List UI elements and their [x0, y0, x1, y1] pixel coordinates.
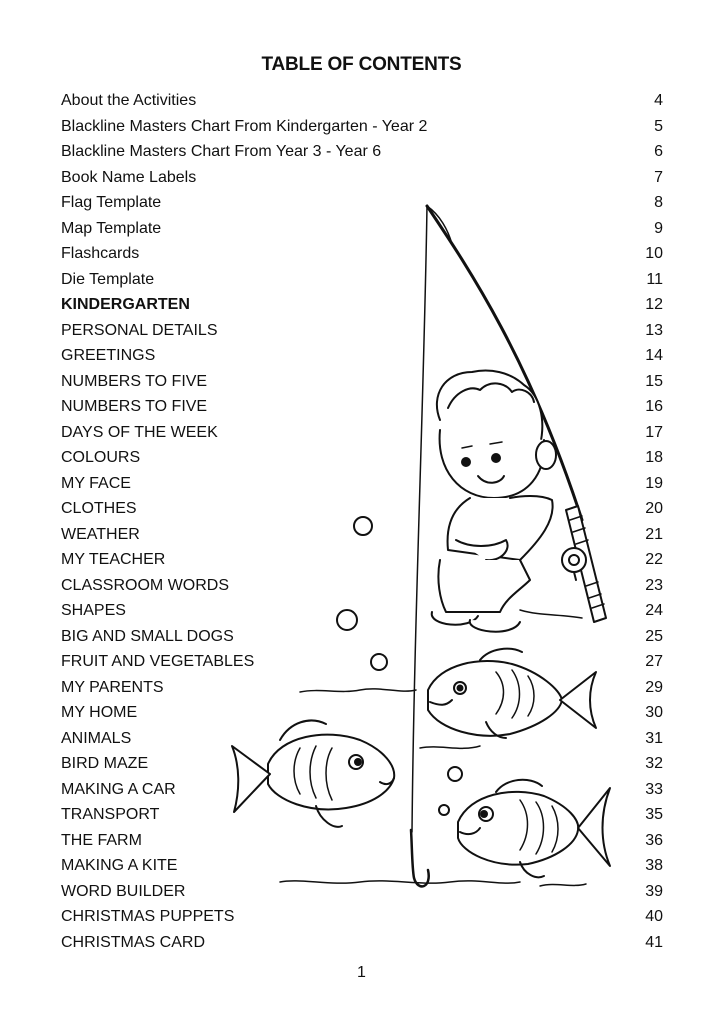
toc-entry-label: FRUIT AND VEGETABLES	[61, 653, 255, 670]
toc-entry-page: 10	[645, 245, 663, 262]
toc-entry-page: 35	[645, 806, 663, 823]
toc-entry	[61, 675, 663, 701]
toc-entry	[61, 624, 663, 650]
toc-entry	[61, 369, 663, 395]
toc-entry-label: NUMBERS TO FIVE	[61, 372, 208, 390]
toc-entry-page: 9	[654, 219, 663, 237]
toc-entry-page: 41	[645, 933, 663, 951]
toc-entry-label: COLOURS	[61, 449, 141, 466]
toc-entry-label: CHRISTMAS PUPPETS	[61, 908, 235, 925]
toc-entry-label: MY TEACHER	[61, 551, 166, 568]
toc-entry	[61, 547, 663, 573]
toc-entry-label: MY HOME	[61, 704, 138, 721]
toc-entry-label: PERSONAL DETAILS	[61, 321, 218, 339]
toc-entry-page: 19	[645, 474, 663, 492]
toc-entry-page: 15	[645, 372, 663, 390]
toc-entry-page: 29	[645, 678, 663, 696]
toc-entry	[61, 879, 663, 905]
toc-entry	[61, 343, 663, 369]
toc-entry	[61, 139, 663, 165]
toc-entry	[61, 496, 663, 522]
toc-entry-label: CHRISTMAS CARD	[61, 933, 206, 951]
toc-entry-page: 6	[654, 143, 663, 160]
toc-entry	[61, 114, 663, 140]
toc-entry-page: 17	[645, 423, 663, 441]
toc-entry-label: KINDERGARTEN	[61, 296, 190, 313]
toc-entry-label: Book Name Labels	[61, 168, 197, 186]
toc-entry-page: 13	[645, 321, 663, 339]
toc-entry-page: 40	[645, 908, 663, 925]
toc-entry-label: TRANSPORT	[61, 806, 160, 823]
toc-entry	[61, 802, 663, 828]
toc-entry-label: CLOTHES	[61, 500, 137, 517]
toc-entry	[61, 726, 663, 752]
toc-entry	[61, 445, 663, 471]
toc-entry-label: WORD BUILDER	[61, 882, 186, 900]
toc-entry-page: 39	[645, 882, 663, 900]
toc-entry-label: About the Activities	[61, 92, 197, 109]
toc-entry	[61, 471, 663, 497]
toc-entry-page: 7	[654, 168, 663, 186]
toc-entry-label: MAKING A KITE	[61, 857, 178, 874]
toc-entry	[61, 700, 663, 726]
toc-entry-page: 32	[645, 755, 663, 772]
toc-entry	[61, 394, 663, 420]
toc-entry-page: 31	[645, 729, 663, 747]
toc-entry-page: 27	[645, 653, 663, 670]
toc-entry-page: 22	[645, 551, 663, 568]
toc-entry-label: BIRD MAZE	[61, 755, 149, 772]
toc-entry-label: Die Template	[61, 270, 155, 288]
toc-entry-label: GREETINGS	[61, 347, 156, 364]
toc-entry-page: 24	[645, 602, 663, 619]
page-title: TABLE OF CONTENTS	[261, 54, 462, 75]
toc-entry-label: Flag Template	[61, 194, 162, 211]
toc-entry	[61, 241, 663, 267]
toc-entry-page: 20	[645, 500, 663, 517]
toc-entry-page: 18	[645, 449, 663, 466]
toc-entry-label: CLASSROOM WORDS	[61, 576, 230, 594]
toc-entry-label: SHAPES	[61, 602, 126, 619]
toc-entry-page: 33	[645, 780, 663, 798]
toc-entry	[61, 420, 663, 446]
toc-entry	[61, 853, 663, 879]
toc-entry	[61, 267, 663, 293]
toc-entry-page: 25	[645, 627, 663, 645]
toc-entry-page: 11	[646, 270, 663, 288]
toc-entry-label: Map Template	[61, 219, 162, 237]
toc-entry	[61, 904, 663, 930]
toc-entry-page: 12	[645, 296, 663, 313]
toc-entry	[61, 930, 663, 956]
toc-entry-page: 14	[645, 347, 663, 364]
toc-entry-label: DAYS OF THE WEEK	[61, 423, 218, 441]
toc-entry	[61, 216, 663, 242]
toc-entry	[61, 190, 663, 216]
toc-entry-page: 23	[645, 576, 663, 594]
toc-entry	[61, 598, 663, 624]
toc-entry-page: 38	[645, 857, 663, 874]
toc-entry	[61, 573, 663, 599]
toc-entry-page: 4	[654, 92, 663, 109]
toc-entry-label: MY PARENTS	[61, 678, 164, 696]
toc-entry	[61, 777, 663, 803]
toc-entry	[61, 88, 663, 114]
toc-entry	[61, 522, 663, 548]
toc-entry	[61, 751, 663, 777]
toc-entry	[61, 649, 663, 675]
toc-entry-page: 5	[654, 117, 663, 135]
toc-entry-label: Blackline Masters Chart From Kindergarten - Year 2	[61, 117, 428, 135]
toc-entry-label: NUMBERS TO FIVE	[61, 398, 208, 415]
toc-entry-label: Flashcards	[61, 245, 140, 262]
toc-entry-label: Blackline Masters Chart From Year 3 - Year 6	[61, 143, 382, 160]
toc-entry	[61, 292, 663, 318]
table-of-contents	[61, 88, 663, 955]
toc-entry-label: ANIMALS	[61, 729, 132, 747]
toc-entry	[61, 828, 663, 854]
toc-entry-label: THE FARM	[61, 831, 142, 849]
toc-entry-page: 16	[645, 398, 663, 415]
toc-entry-label: MY FACE	[61, 474, 131, 492]
toc-entry-label: MAKING A CAR	[61, 780, 176, 798]
toc-entry-page: 30	[645, 704, 663, 721]
toc-entry-label: WEATHER	[61, 525, 140, 543]
toc-entry-page: 36	[645, 831, 663, 849]
toc-entry	[61, 165, 663, 191]
toc-entry-label: BIG AND SMALL DOGS	[61, 627, 234, 645]
page-number: 1	[357, 964, 366, 981]
toc-entry-page: 21	[645, 525, 663, 543]
toc-entry	[61, 318, 663, 344]
toc-entry-page: 8	[654, 194, 663, 211]
